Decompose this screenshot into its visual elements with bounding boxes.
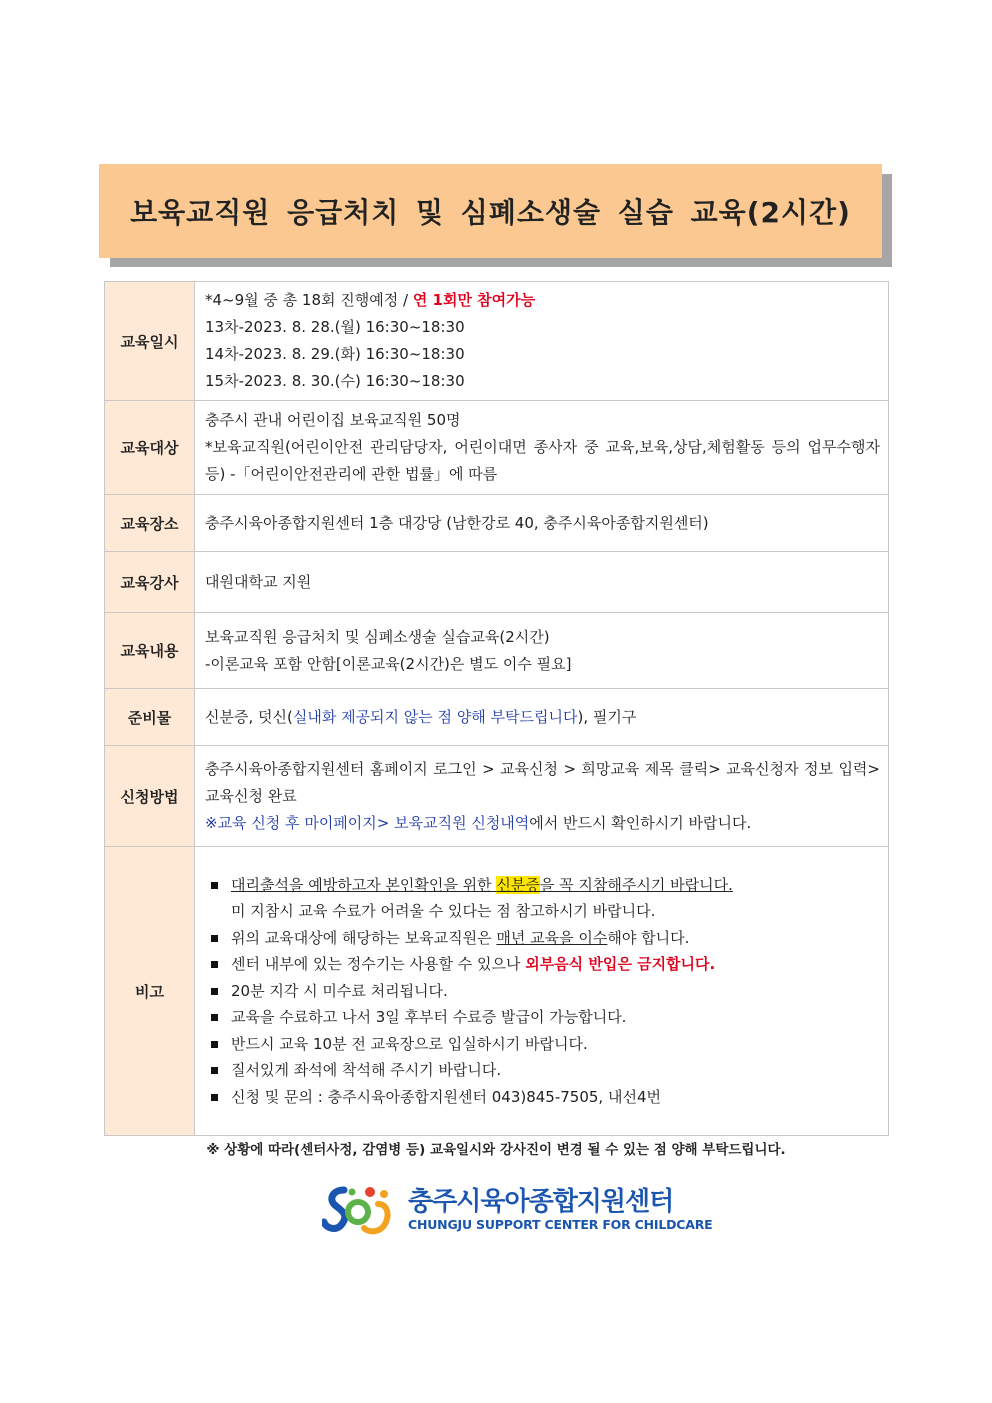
apply-check-path: ※교육 신청 후 마이페이지> 보육교직원 신청내역 [205,813,530,832]
content-schedule [195,282,889,401]
schedule-session-14: 14차-2023. 8. 29.(화) 16:30~18:30 [205,345,465,363]
label-content: 교육내용 [105,613,195,689]
content-apply [195,746,889,847]
content-target [195,401,889,495]
note-3-a: 센터 내부에 있는 정수기는 사용할 수 있으나 [231,955,526,974]
note-2-a: 위의 교육대상에 해당하는 보육교직원은 [231,928,497,947]
notes-list [209,872,880,1111]
note-1-b: 을 꼭 지참해주시기 바랍니다. [539,875,733,894]
label-target: 교육대상 [105,401,195,495]
row-instructor [105,552,889,613]
target-line-1: 충주시 관내 어린이집 보육교직원 50명 [205,411,461,429]
label-schedule: 교육일시 [105,282,195,401]
note-item [231,925,880,952]
note-item [231,951,880,978]
content-place: 충주시육아종합지원센터 1층 대강당 (남한강로 40, 충주시육아종합지원센터) [195,495,889,552]
label-supplies: 준비물 [105,689,195,746]
content-line-1: 보육교직원 응급처치 및 심폐소생술 실습교육(2시간) [205,627,550,646]
content-notes [195,847,889,1136]
label-place: 교육장소 [105,495,195,552]
row-apply [105,746,889,847]
footnote: ※ 상황에 따라(센터사정, 감염병 등) 교육일시와 강사진이 변경 될 수 있는 점 양해 부탁드립니다. [206,1142,786,1158]
content-supplies [195,689,889,746]
note-item: 20분 지각 시 미수료 처리됩니다. [231,978,880,1005]
row-supplies [105,689,889,746]
logo-text [408,1187,713,1233]
note-item: 반드시 교육 10분 전 교육장으로 입실하시기 바랍니다. [231,1031,880,1058]
page-title: 보육교직원 응급처치 및 심폐소생술 실습 교육(2시간) [130,196,851,229]
schedule-session-15: 15차-2023. 8. 30.(수) 16:30~18:30 [205,372,465,390]
label-apply: 신청방법 [105,746,195,847]
note-item [231,872,880,925]
schedule-limit: 연 1회만 참여가능 [412,291,536,309]
logo-subtitle: CHUNGJU SUPPORT CENTER FOR CHILDCARE [408,1217,713,1232]
note-2-underline: 매년 교육을 이수 [496,928,608,947]
info-table [104,281,889,1136]
target-line-2: *보육교직원(어린이안전 관리담당자, 어린이대면 종사자 중 교육,보육,상담,체험활동 등의 업무수행자 등) -「어린이안전관리에 관한 법률」에 따름 [205,438,880,483]
note-1-c: 미 지참시 교육 수료가 어려울 수 있다는 점 참고하시기 바랍니다. [231,902,656,921]
label-notes: 비고 [105,847,195,1136]
logo-name: 충주시육아종합지원센터 [408,1187,674,1217]
content-content [195,613,889,689]
center-logo-icon [322,1182,400,1238]
row-target [105,401,889,495]
supplies-text-a: 신분증, 덧신( [205,707,293,726]
note-1-highlight: 신분증 [496,875,540,894]
content-instructor: 대원대학교 지원 [195,552,889,613]
label-instructor: 교육강사 [105,552,195,613]
note-1-a: 대리출석을 예방하고자 본인확인을 위한 [231,875,497,894]
row-schedule [105,282,889,401]
schedule-note: *4~9월 중 총 18회 진행예정 / [205,291,413,309]
note-3-warning: 외부음식 반입은 금지합니다. [525,955,716,974]
schedule-session-13: 13차-2023. 8. 28.(월) 16:30~18:30 [205,318,465,336]
supplies-note: 실내화 제공되지 않는 점 양해 부탁드립니다 [292,707,578,726]
note-item: 교육을 수료하고 나서 3일 후부터 수료증 발급이 가능합니다. [231,1004,880,1031]
apply-check [205,810,880,837]
schedule-line-1 [205,287,880,314]
row-place [105,495,889,552]
center-logo [322,1180,713,1240]
supplies-text-b: ), 필기구 [577,707,637,726]
note-item: 질서있게 좌석에 착석해 주시기 바랍니다. [231,1057,880,1084]
content-line-2: -이론교육 포함 안함[이론교육(2시간)은 별도 이수 필요] [205,654,572,673]
apply-steps: 충주시육아종합지원센터 홈페이지 로그인 > 교육신청 > 희망교육 제목 클릭> 교육신청자 정보 입력> 교육신청 완료 [205,759,880,805]
note-2-b: 해야 합니다. [607,928,690,947]
title-banner [99,164,882,258]
row-content [105,613,889,689]
note-item: 신청 및 문의 : 충주시육아종합지원센터 043)845-7505, 내선4번 [231,1084,880,1111]
apply-check-rest: 에서 반드시 확인하시기 바랍니다. [529,813,752,832]
row-notes [105,847,889,1136]
